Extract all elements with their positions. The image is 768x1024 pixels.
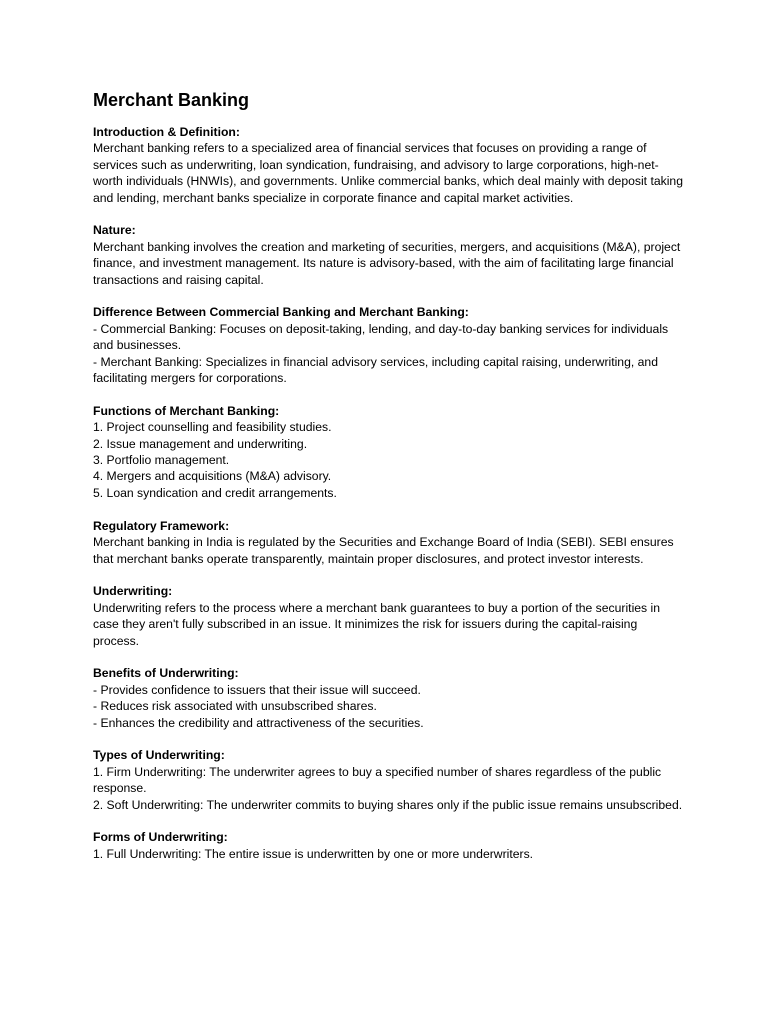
- list-item: - Commercial Banking: Focuses on deposit-taking, lending, and day-to-day banking services for individuals and businesses.: [93, 321, 669, 353]
- section-heading: Functions of Merchant Banking:: [93, 403, 280, 418]
- section-paragraph: Underwriting refers to the process where a merchant bank guarantees to buy a portion of the securities in case they aren't fully subscribed in an issue. It minimizes the risk for issuers during the capital-raising process.: [93, 600, 661, 648]
- section-heading: Benefits of Underwriting:: [93, 666, 239, 681]
- benefits-list: [93, 682, 683, 731]
- section-heading: Types of Underwriting:: [93, 748, 225, 763]
- functions-list: [93, 419, 683, 501]
- section-heading: Introduction & Definition:: [93, 125, 240, 139]
- section-types: [93, 747, 683, 813]
- list-item: - Enhances the credibility and attractiveness of the securities.: [93, 715, 424, 730]
- section-paragraph: Merchant banking refers to a specialized area of financial services that focuses on providing a range of services such as underwriting, loan syndication, fundraising, and advisory to large corporations, high-net-worth individuals (HNWIs), and governments. Unlike commercial banks, which deal mainly with deposit taking and lending, merchant banks specialize in corporate finance and capital market activities.: [93, 141, 683, 205]
- section-difference: [93, 304, 683, 386]
- list-item: 3. Portfolio management.: [93, 453, 230, 468]
- list-item: 1. Firm Underwriting: The underwriter agrees to buy a specified number of shares regardless of the public response.: [93, 764, 662, 796]
- list-item: 1. Full Underwriting: The entire issue is underwritten by one or more underwriters.: [93, 846, 534, 861]
- section-benefits: [93, 665, 683, 731]
- list-item: - Reduces risk associated with unsubscribed shares.: [93, 699, 377, 714]
- list-item: - Merchant Banking: Specializes in financial advisory services, including capital raising, underwriting, and facilitating mergers for corporations.: [93, 354, 658, 386]
- list-item: 5. Loan syndication and credit arrangements.: [93, 485, 337, 500]
- forms-list: [93, 846, 683, 862]
- section-functions: [93, 403, 683, 501]
- section-heading: Forms of Underwriting:: [93, 830, 228, 845]
- section-heading: Underwriting:: [93, 584, 173, 599]
- section-heading: Regulatory Framework:: [93, 518, 230, 533]
- difference-list: [93, 321, 683, 387]
- list-item: 2. Issue management and underwriting.: [93, 436, 308, 451]
- document-page: [93, 89, 683, 879]
- document-title: Merchant Banking: [93, 90, 250, 110]
- types-list: [93, 764, 683, 813]
- list-item: 4. Mergers and acquisitions (M&A) advisory.: [93, 469, 332, 484]
- section-paragraph: Merchant banking involves the creation and marketing of securities, mergers, and acquisitions (M&A), project finance, and investment management. Its nature is advisory-based, with the aim of facilitating large financial transactions and raising capital.: [93, 239, 681, 287]
- list-item: - Provides confidence to issuers that their issue will succeed.: [93, 682, 421, 697]
- list-item: 1. Project counselling and feasibility studies.: [93, 420, 332, 435]
- section-heading: Nature:: [93, 223, 136, 238]
- section-underwriting: [93, 583, 683, 649]
- section-introduction: [93, 124, 683, 206]
- section-nature: [93, 222, 683, 288]
- section-paragraph: Merchant banking in India is regulated by the Securities and Exchange Board of India (SEBI). SEBI ensures that merchant banks operate transparently, maintain proper disclosures, and protect investor interests.: [93, 535, 674, 566]
- list-item: 2. Soft Underwriting: The underwriter commits to buying shares only if the public issue remains unsubscribed.: [93, 797, 683, 812]
- section-forms: [93, 829, 683, 862]
- section-heading: Difference Between Commercial Banking and Merchant Banking:: [93, 305, 469, 320]
- section-regulatory-framework: [93, 518, 683, 567]
